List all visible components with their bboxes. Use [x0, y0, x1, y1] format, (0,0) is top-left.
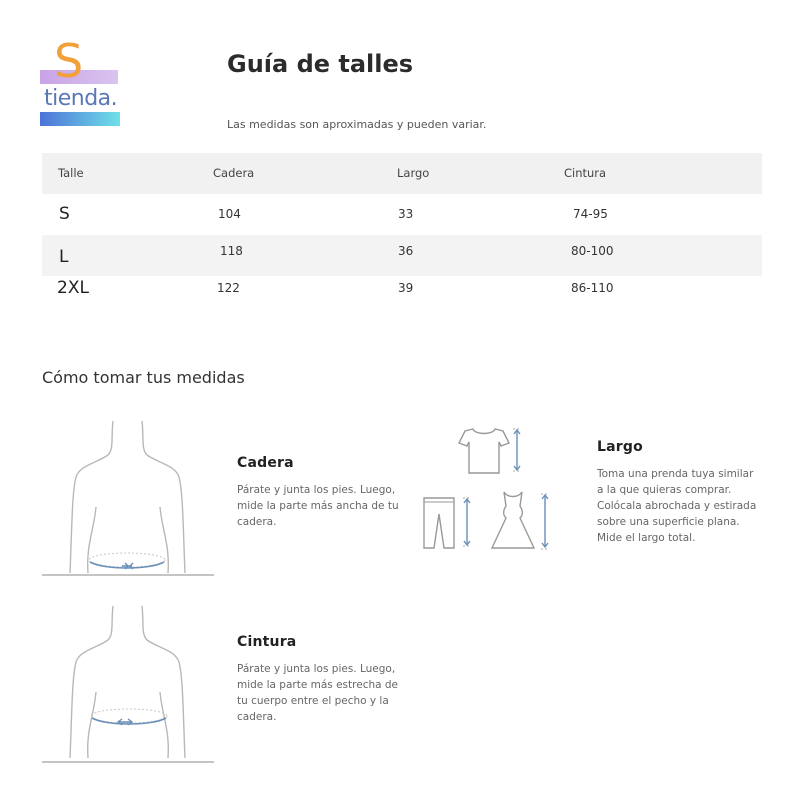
- largo-title: Largo: [597, 439, 643, 455]
- table-row: [42, 276, 762, 310]
- column-header-cadera: Cadera: [213, 166, 255, 180]
- body-waist-figure-icon: [42, 600, 214, 765]
- cell-cadera: 104: [218, 207, 241, 221]
- cadera-description: [237, 482, 399, 530]
- dress-icon: [490, 488, 558, 554]
- cell-cintura: 86-110: [571, 281, 614, 295]
- column-header-largo: Largo: [397, 166, 430, 180]
- column-header-talle: Talle: [58, 166, 84, 180]
- size-table: [42, 153, 762, 310]
- cell-largo: 36: [398, 244, 414, 258]
- logo-band-bottom: [40, 112, 120, 126]
- cell-largo: 39: [398, 281, 414, 295]
- cell-cadera: 118: [220, 244, 243, 258]
- table-header: [42, 153, 762, 194]
- cintura-description-line: tu cuerpo entre el pecho y la: [237, 695, 389, 707]
- cintura-description: [237, 661, 398, 725]
- cadera-description-line: mide la parte más ancha de tu: [237, 500, 399, 512]
- cintura-description-line: mide la parte más estrecha de: [237, 679, 399, 691]
- cell-cadera: 122: [217, 281, 240, 295]
- logo-wordmark: tienda.: [44, 86, 118, 111]
- cell-largo: 33: [398, 207, 414, 221]
- how-to-measure-title: Cómo tomar tus medidas: [42, 368, 245, 387]
- cadera-description-line: cadera.: [237, 516, 277, 528]
- largo-description-line: Toma una prenda tuya similar: [597, 468, 754, 480]
- cell-cintura: 74-95: [573, 207, 608, 221]
- cell-cintura: 80-100: [571, 244, 614, 258]
- table-row: [42, 194, 762, 235]
- cell-talle: S: [59, 204, 70, 224]
- body-hip-figure-icon: [42, 415, 214, 580]
- cintura-title: Cintura: [237, 634, 297, 650]
- tshirt-icon: [455, 425, 527, 477]
- cadera-title: Cadera: [237, 455, 294, 471]
- largo-description: [597, 466, 756, 546]
- cintura-description-line: Párate y junta los pies. Luego,: [237, 663, 396, 675]
- pants-icon: [420, 492, 480, 552]
- page-title: Guía de talles: [227, 50, 414, 78]
- cintura-description-line: cadera.: [237, 711, 277, 723]
- cell-talle: 2XL: [57, 278, 89, 298]
- largo-description-line: sobre una superficie plana.: [597, 516, 740, 528]
- largo-description-line: a la que quieras comprar.: [597, 484, 732, 496]
- largo-description-line: Colócala abrochada y estirada: [597, 500, 757, 512]
- logo-letter: S: [54, 34, 84, 88]
- cell-talle: L: [59, 247, 69, 267]
- brand-logo: [40, 34, 120, 128]
- page-subtitle: Las medidas son aproximadas y pueden variar.: [227, 118, 487, 131]
- cadera-description-line: Párate y junta los pies. Luego,: [237, 484, 396, 496]
- column-header-cintura: Cintura: [564, 166, 607, 180]
- largo-description-line: Mide el largo total.: [597, 532, 696, 544]
